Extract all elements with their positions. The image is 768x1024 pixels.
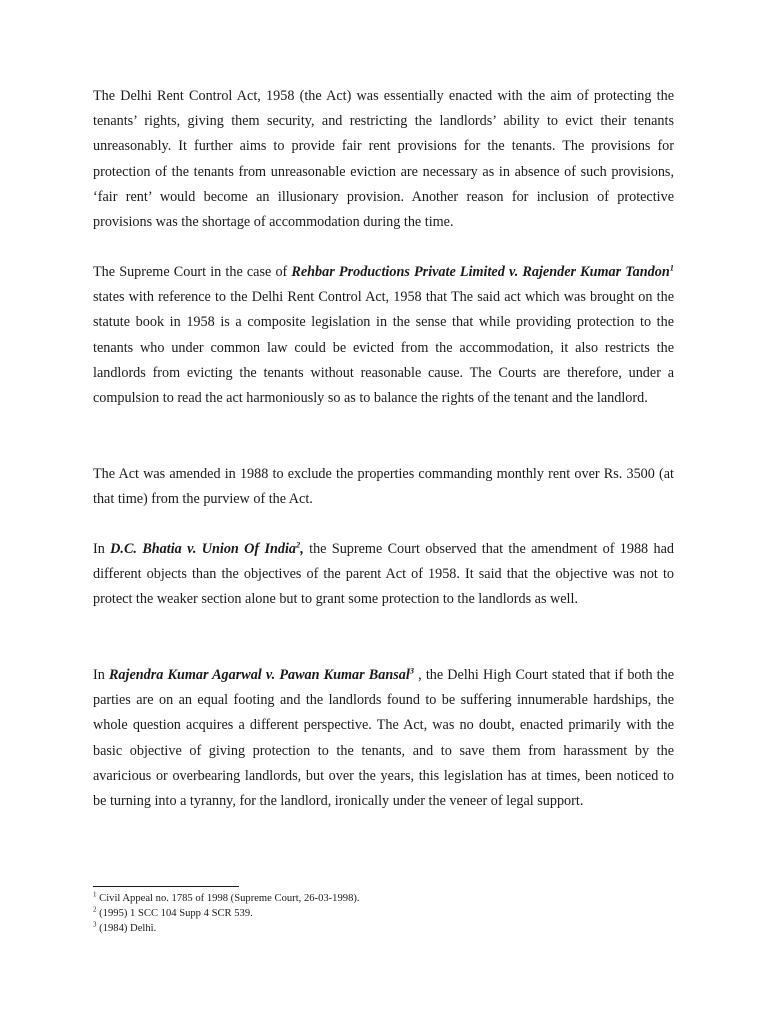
case-name-rehbar: Rehbar Productions Private Limited v. Rajender Kumar Tandon <box>291 264 670 280</box>
footnote-text: (1984) Delhi. <box>96 923 157 935</box>
paragraph-text: , the Delhi High Court stated that if both the parties are on an equal footing and the landlords found to be suffering innumerable hardships, the whole question acquires a different perspective. The Act, was no doubt, enacted primarily with the basic objective of giving protection to the tenants, and to save them from harassment by the avaricious or overbearing landlords, but over the years, this legislation has at times, been noticed to be turning into a tyranny, for the landlord, ironically under the veneer of legal support. <box>93 667 674 810</box>
footnote-ref-1: 1 <box>669 262 674 273</box>
paragraph-text: In <box>93 541 111 557</box>
footnote-2 <box>93 906 674 921</box>
footnote-marker: 3 <box>93 920 97 929</box>
case-name-agarwal: Rajendra Kumar Agarwal v. Pawan Kumar Bansal <box>108 667 410 683</box>
footnote-separator <box>93 886 239 887</box>
case-comma: , <box>300 541 304 557</box>
paragraph-bhatia-case <box>93 537 674 613</box>
paragraph-1988-amendment <box>93 462 674 512</box>
paragraph-agarwal-case <box>93 663 674 814</box>
footnote-ref-3: 3 <box>409 665 415 676</box>
footnote-1 <box>93 891 674 906</box>
paragraph-text: In <box>93 667 109 683</box>
footnote-text: Civil Appeal no. 1785 of 1998 (Supreme Court, 26-03-1998). <box>96 893 360 904</box>
paragraph-text: The Act was amended in 1988 to exclude the properties commanding monthly rent over Rs. 3500 (at that time) from the purview of the Act. <box>93 466 674 508</box>
footnote-3 <box>93 921 674 936</box>
footnote-marker: 2 <box>93 905 97 914</box>
paragraph-act-purpose <box>93 84 674 235</box>
paragraph-rehbar-case <box>93 260 674 411</box>
paragraph-text: The Supreme Court in the case of <box>93 264 292 280</box>
case-name-bhatia: D.C. Bhatia v. Union Of India <box>110 541 296 557</box>
paragraph-text: states with reference to the Delhi Rent Control Act, 1958 that The said act which was brought on the statute book in 1958 is a composite legislation in the sense that while providing protection to the tenants who under common law could be evicted from the accommodation, it also restricts the landlords from evicting the tenants without reasonable cause. The Courts are therefore, under a compulsion to read the act harmoniously so as to balance the rights of the tenant and the landlord. <box>93 289 674 407</box>
paragraph-text: The Delhi Rent Control Act, 1958 (the Act) was essentially enacted with the aim of protecting the tenants’ rights, giving them security, and restricting the landlords’ ability to evict their tenants unreasonably. It further aims to provide fair rent provisions for the tenants. The provisions for protection of the tenants from unreasonable eviction are necessary as in absence of such provisions, ‘fair rent’ would become an illusionary provision. Another reason for inclusion of protective provisions was the shortage of accommodation during the time. <box>93 88 674 231</box>
footnote-marker: 1 <box>93 890 97 899</box>
footnote-text: (1995) 1 SCC 104 Supp 4 SCR 539. <box>96 908 253 920</box>
paragraph-text: the Supreme Court observed that the amendment of 1988 had different objects than the objectives of the parent Act of 1958. It said that the objective was not to protect the weaker section alone but to grant some protection to the landlords as well. <box>93 541 674 608</box>
footnote-ref-2: 2 <box>296 539 301 550</box>
footnotes <box>93 891 674 937</box>
